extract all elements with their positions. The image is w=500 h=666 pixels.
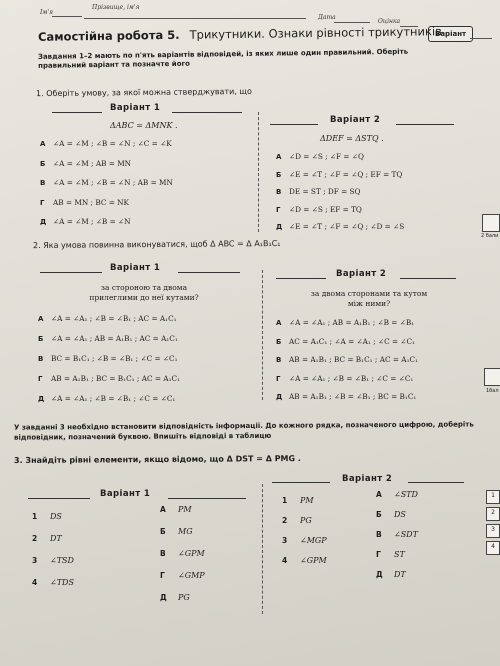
task3-v2-title: Варіант 2 xyxy=(342,474,393,484)
task3-v2-right-item-key: В xyxy=(376,530,382,539)
task2-v2-line-left xyxy=(276,278,326,279)
task2-v2-option-text: ∠A = ∠A₁ ; AB = A₁B₁ ; ∠B = ∠B₁ xyxy=(289,318,415,327)
task2-v1-title: Варіант 1 xyxy=(110,263,161,273)
task2-v2-title: Варіант 2 xyxy=(336,269,387,279)
task2-v1-option-text: ∠A = ∠A₁ ; ∠B = ∠B₁ ; ∠C = ∠C₁ xyxy=(51,394,176,403)
answer-row-2[interactable]: 2 xyxy=(486,507,500,521)
task2-v2-option-text: ∠A = ∠A₁ ; ∠B = ∠B₁ ; ∠C = ∠C₁ xyxy=(289,373,414,383)
score-box-1[interactable] xyxy=(482,214,500,232)
task1-v1-line-left xyxy=(52,112,102,113)
task3-v1-left-item-text: ∠TDS xyxy=(50,578,74,587)
task3-v1-right-item-key: Д xyxy=(160,593,167,602)
task1-v1-option-3[interactable] xyxy=(40,178,173,187)
task2-v1-option-3[interactable] xyxy=(38,354,178,363)
instructions-3: У завданні 3 необхідно встановити відповідність інформації. До кожного рядка, позначеного цифрою, доберіть відповідник, позначений буквою. Впишіть відповіді в таблицю xyxy=(13,420,474,442)
task3-v1-right-item-5[interactable] xyxy=(160,593,190,602)
task3-v2-right-item-3[interactable] xyxy=(376,530,418,539)
task1-v1-option-1[interactable] xyxy=(40,139,172,148)
task3-v2-right-item-key: Д xyxy=(376,570,383,579)
task1-v1-option-key: Д xyxy=(40,218,47,226)
name-line xyxy=(52,16,82,17)
task3-v2-right-item-text: ST xyxy=(394,550,405,559)
answer-row-1[interactable]: 1 xyxy=(486,490,500,504)
grade-label: Оцінка xyxy=(378,18,401,25)
task3-v1-right-item-text: PG xyxy=(178,593,190,602)
instructions-1-2: Завдання 1–2 мають по п'ять варіантів відповідей, із яких лише один правильний. Оберіть правильний варіант та позначте його xyxy=(37,47,409,70)
task1-v1-option-text: ∠A = ∠M ; ∠B = ∠N ; ∠C = ∠K xyxy=(53,139,172,148)
task3-divider xyxy=(262,484,263,614)
task2-v1-option-4[interactable] xyxy=(38,374,180,383)
task2-v1-option-text: AB = A₁B₁ ; BC = B₁C₁ ; AC = A₁C₁ xyxy=(51,374,180,383)
task3-v1-left-item-key: 1 xyxy=(32,512,38,521)
task3-v2-line-right xyxy=(408,482,464,483)
task2-v2-option-5[interactable] xyxy=(276,392,416,401)
task3-v2-left-item-1[interactable] xyxy=(282,496,314,505)
task3-v1-left-item-key: 2 xyxy=(32,534,38,543)
answer-row-3[interactable]: 3 xyxy=(486,524,500,538)
task1-v1-option-key: Г xyxy=(40,198,45,207)
task3-v2-right-item-key: А xyxy=(376,490,382,499)
task3-v1-right-item-3[interactable] xyxy=(160,549,205,558)
task3-v2-line-left xyxy=(272,482,330,483)
task3-v2-right-item-4[interactable] xyxy=(376,550,405,559)
task2-v1-option-key: Д xyxy=(38,395,45,403)
task2-v1-option-key: Г xyxy=(38,375,43,383)
task3-v1-right-item-4[interactable] xyxy=(160,571,205,580)
task2-v1-line-left xyxy=(40,272,102,273)
task1-divider xyxy=(258,112,259,232)
task3-v2-left-item-4[interactable] xyxy=(282,556,327,565)
name-label: Ім'я xyxy=(40,9,53,16)
task1-v1-option-key: Б xyxy=(40,159,46,168)
task1-question-text: Оберіть умову, за якої можна стверджувати, що xyxy=(46,86,252,99)
task3-v1-left-item-text: DS xyxy=(50,512,62,521)
task3-v1-right-item-1[interactable] xyxy=(160,505,192,514)
date-line xyxy=(334,22,370,23)
task2-v2-option-key: Б xyxy=(276,337,282,346)
task1-v2-option-key: Д xyxy=(276,223,283,231)
task3-v1-right-item-key: Б xyxy=(160,527,166,536)
task3-v1-left-item-2[interactable] xyxy=(32,534,62,543)
task1-v2-option-3[interactable] xyxy=(276,187,361,196)
task2-v2-option-1[interactable] xyxy=(276,318,414,327)
surname-label: Прізвище, ім'я xyxy=(92,4,140,11)
task3-v2-left-item-text: PG xyxy=(300,516,312,525)
task1-v1-option-text: ∠A = ∠M ; ∠B = ∠N xyxy=(53,217,131,226)
task2-v1-option-text: ∠A = ∠A₁ ; ∠B = ∠B₁ ; AC = A₁C₁ xyxy=(51,314,177,323)
page-title xyxy=(38,24,442,44)
task3-v2-right-item-text: DT xyxy=(394,570,406,579)
task1-v1-option-key: А xyxy=(40,140,46,148)
task1-v1-title: Варіант 1 xyxy=(110,103,161,113)
task2-v1-option-key: А xyxy=(38,315,44,323)
task1-v1-condition: ΔABC = ΔMNK . xyxy=(110,121,178,130)
task3-v1-line-right xyxy=(168,498,246,499)
score-label-1: 2 бали xyxy=(481,233,499,239)
score-box-2[interactable] xyxy=(484,368,500,386)
task3-v1-right-item-text: MG xyxy=(178,527,193,536)
task1-v2-option-text: ∠E = ∠T ; ∠F = ∠Q ; EF = TQ xyxy=(289,169,403,179)
task3-v1-right-item-key: В xyxy=(160,549,166,558)
task3-v2-left-item-key: 1 xyxy=(282,496,288,505)
task1-v2-condition: ΔDEF = ΔSTQ . xyxy=(320,134,384,143)
task3-v2-right-item-text: ∠STD xyxy=(394,490,418,499)
task2-v2-option-4[interactable] xyxy=(276,374,413,383)
task3-v1-left-item-1[interactable] xyxy=(32,512,62,521)
task2-v1-option-key: Б xyxy=(38,335,44,343)
answer-row-4[interactable]: 4 xyxy=(486,541,500,555)
task3-v1-right-item-text: ∠GPM xyxy=(178,549,205,558)
task2-v2-option-key: В xyxy=(276,356,282,364)
task1-question xyxy=(36,87,252,98)
task2-question-text: Яка умова повинна виконуватися, щоб Δ ABC = Δ A₁B₁C₁ xyxy=(43,238,281,250)
task3-v1-left-item-key: 4 xyxy=(32,578,38,587)
score-label-2: 1бал xyxy=(486,388,499,394)
task1-v2-line-left xyxy=(270,124,318,125)
task3-v2-right-item-key: Б xyxy=(376,510,382,519)
date-label: Дата xyxy=(318,14,336,21)
task3-v1-left-item-text: ∠TSD xyxy=(50,556,74,565)
task2-v2-option-key: Г xyxy=(276,374,281,383)
task1-v2-option-4[interactable] xyxy=(276,205,362,214)
variant-line xyxy=(470,38,492,39)
task3-v1-right-item-text: ∠GMP xyxy=(178,571,205,580)
task2-v2-option-text: AC = A₁C₁ ; ∠A = ∠A₁ ; ∠C = ∠C₁ xyxy=(289,336,416,346)
task2-v1-subtitle: за стороною та двома прилеглими до неї кутами? xyxy=(89,283,199,302)
task1-v1-option-key: В xyxy=(40,179,46,187)
task1-v2-line-right xyxy=(396,124,454,125)
task2-v2-option-key: Д xyxy=(276,393,283,401)
task3-v2-right-item-2[interactable] xyxy=(376,510,406,519)
task3-v1-left-item-text: DT xyxy=(50,534,62,543)
task2-v2-option-2[interactable] xyxy=(276,337,415,346)
task1-v2-title: Варіант 2 xyxy=(330,115,381,125)
task2-v2-option-3[interactable] xyxy=(276,355,418,364)
task2-v1-option-1[interactable] xyxy=(38,314,177,323)
task2-question xyxy=(33,239,281,250)
task3-question xyxy=(14,454,301,465)
task3-v2-right-item-key: Г xyxy=(376,550,381,559)
task3-v1-title: Варіант 1 xyxy=(100,489,151,499)
task3-v2-left-item-2[interactable] xyxy=(282,516,312,525)
task2-v2-line-right xyxy=(400,278,456,279)
task2-v1-option-2[interactable] xyxy=(38,334,178,343)
task2-divider xyxy=(262,270,263,400)
title-topic: Трикутники. Ознаки рівності трикутників xyxy=(189,24,442,42)
task3-number: 3. xyxy=(13,455,23,466)
task1-v1-option-4[interactable] xyxy=(40,198,129,207)
task2-v1-option-text: ∠A = ∠A₁ ; AB = A₁B₁ ; AC = A₁C₁ xyxy=(51,334,178,343)
task2-v1-line-right xyxy=(178,272,240,273)
task1-v1-option-5[interactable] xyxy=(40,217,131,226)
task1-v2-option-2[interactable] xyxy=(276,170,402,179)
task1-v1-option-text: AB = MN ; BC = NK xyxy=(53,197,130,207)
task3-v2-right-item-1[interactable] xyxy=(376,490,418,499)
task2-v1-option-text: BC = B₁C₁ ; ∠B = ∠B₁ ; ∠C = ∠C₁ xyxy=(51,354,178,363)
task3-v2-left-item-key: 2 xyxy=(282,516,288,525)
task2-v1-option-key: В xyxy=(38,355,44,363)
task1-v2-option-key: Г xyxy=(276,205,281,214)
task1-v1-option-text: ∠A = ∠M ; ∠B = ∠N ; AB = MN xyxy=(53,178,173,187)
task2-v2-option-text: AB = A₁B₁ ; ∠B = ∠B₁ ; BC = B₁C₁ xyxy=(289,392,417,401)
task1-v1-option-text: ∠A = ∠M ; AB = MN xyxy=(53,158,132,168)
task1-v2-option-text: DE = ST ; DF = SQ xyxy=(289,187,361,196)
task1-v2-option-key: Б xyxy=(276,170,282,179)
task3-v2-left-item-text: ∠MGP xyxy=(300,536,327,545)
task2-v1-option-5[interactable] xyxy=(38,394,175,403)
task1-v2-option-key: А xyxy=(276,153,282,161)
surname-line xyxy=(84,18,306,19)
task1-v2-option-key: В xyxy=(276,188,282,196)
task2-v2-subtitle: за двома сторонами та кутом між ними? xyxy=(310,289,428,308)
task3-v1-right-item-text: PM xyxy=(178,505,192,514)
task3-v1-right-item-2[interactable] xyxy=(160,527,193,536)
task3-v2-left-item-text: PM xyxy=(300,496,314,505)
task2-v2-option-text: AB = A₁B₁ ; BC = B₁C₁ ; AC = A₁C₁ xyxy=(289,355,418,364)
task1-v1-option-2[interactable] xyxy=(40,159,131,168)
variant-box: Варіант xyxy=(428,26,473,42)
task3-v2-left-item-key: 3 xyxy=(282,536,288,545)
task3-question-text: Знайдіть рівні елементи, якщо відомо, що Δ DST = Δ PMG . xyxy=(25,453,301,465)
task1-v2-option-text: ∠D = ∠S ; ∠F = ∠Q xyxy=(289,152,364,161)
task3-v1-right-item-key: Г xyxy=(160,571,165,580)
task3-v1-line-left xyxy=(28,498,90,499)
task1-v1-line-right xyxy=(172,112,242,113)
task3-v1-left-item-4[interactable] xyxy=(32,578,74,587)
task2-v2-option-key: А xyxy=(276,319,282,327)
task3-v2-right-item-5[interactable] xyxy=(376,570,406,579)
task3-v1-left-item-3[interactable] xyxy=(32,556,74,565)
task3-v2-left-item-key: 4 xyxy=(282,556,288,565)
task3-v2-left-item-text: ∠GPM xyxy=(300,556,327,565)
task1-v2-option-1[interactable] xyxy=(276,152,364,161)
task3-v1-right-item-key: А xyxy=(160,505,166,514)
task1-v2-option-text: ∠D = ∠S ; EF = TQ xyxy=(289,204,362,214)
task3-v2-right-item-text: ∠SDT xyxy=(394,530,418,539)
task1-v2-option-text: ∠E = ∠T ; ∠F = ∠Q ; ∠D = ∠S xyxy=(289,222,405,231)
title-text: Самостійна робота 5. xyxy=(37,27,180,44)
task3-v2-left-item-3[interactable] xyxy=(282,536,327,545)
task1-number: 1. xyxy=(35,89,44,99)
task2-number: 2. xyxy=(32,241,41,251)
task3-v1-left-item-key: 3 xyxy=(32,556,38,565)
task3-v2-right-item-text: DS xyxy=(394,510,406,519)
task1-v2-option-5[interactable] xyxy=(276,222,404,231)
